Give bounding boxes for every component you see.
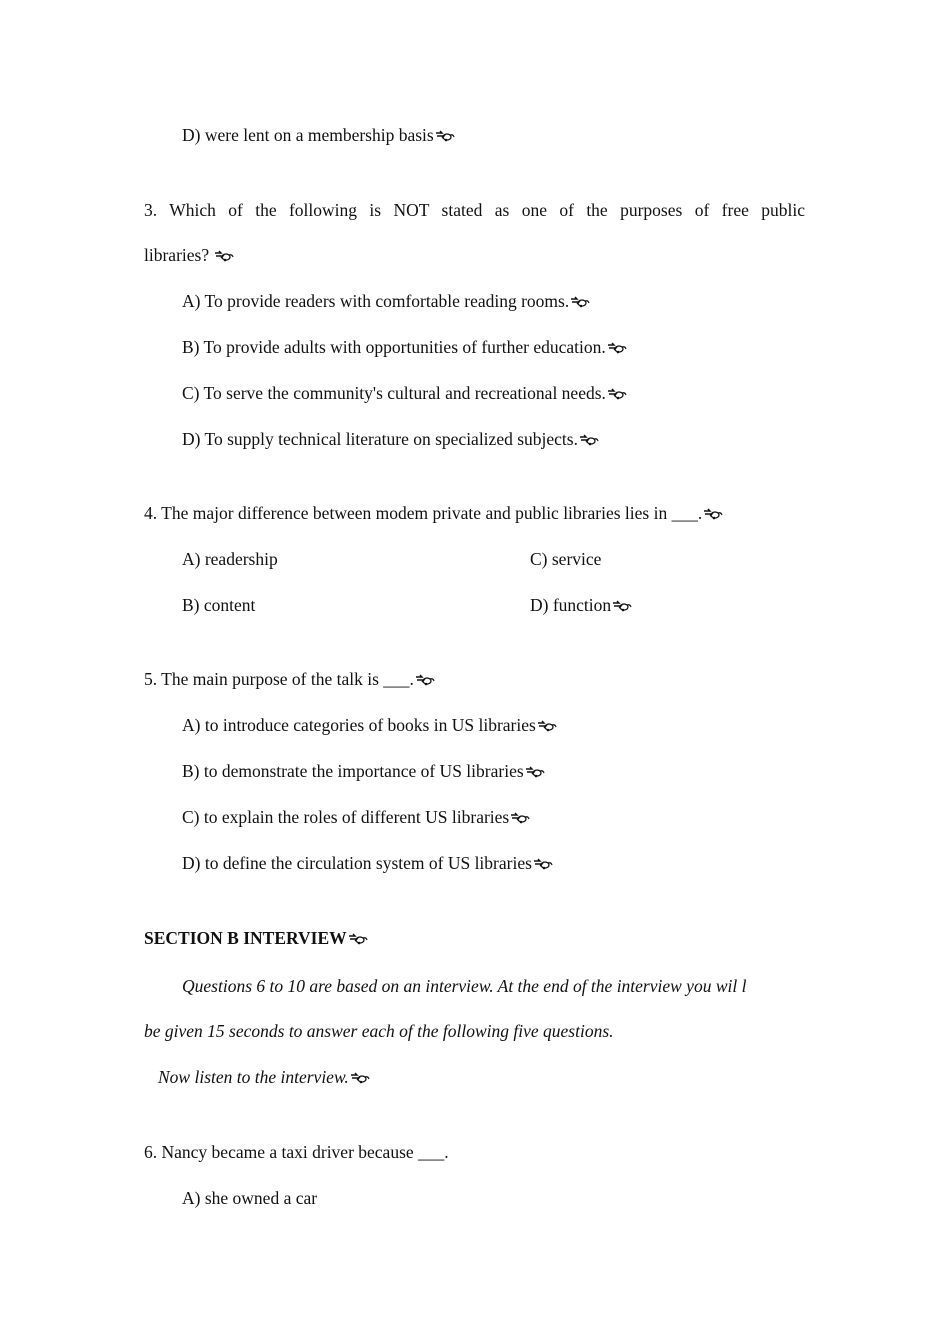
q4-option-d (530, 593, 632, 617)
paragraph-mark-icon (525, 766, 545, 778)
q3-stem-line2 (144, 243, 234, 267)
section-b-instruction-line2: be given 15 seconds to answer each of the following five questions. (144, 1021, 614, 1041)
q5-option-c (182, 805, 530, 829)
q4-stem-text: 4. The major difference between modem private and public libraries lies in ___. (144, 503, 703, 523)
section-b-listen-text: Now listen to the interview. (158, 1067, 349, 1087)
paragraph-mark-icon (607, 342, 627, 354)
paragraph-mark-icon (570, 296, 590, 308)
q5-option-b (182, 759, 545, 783)
q5-stem-text: 5. The main purpose of the talk is ___. (144, 669, 414, 689)
q4-option-a: A) readership (182, 549, 278, 569)
paragraph-mark-icon (607, 388, 627, 400)
q3-option-b-text: B) To provide adults with opportunities of further education. (182, 337, 606, 357)
q4-option-c: C) service (530, 549, 602, 569)
q5-option-c-text: C) to explain the roles of different US libraries (182, 807, 510, 827)
paragraph-mark-icon (579, 434, 599, 446)
paragraph-mark-icon (510, 812, 530, 824)
q3-option-d (182, 427, 599, 451)
q5-stem (144, 667, 435, 691)
section-b-heading (144, 926, 368, 950)
section-b-instruction-line1: Questions 6 to 10 are based on an interview. At the end of the interview you wil l (182, 976, 747, 996)
q3-option-c (182, 381, 627, 405)
q4-stem (144, 501, 723, 525)
paragraph-mark-icon (533, 858, 553, 870)
paragraph-mark-icon (703, 508, 723, 520)
q5-option-b-text: B) to demonstrate the importance of US libraries (182, 761, 524, 781)
q3-option-d-text: D) To supply technical literature on specialized subjects. (182, 429, 578, 449)
q2-option-d-text: D) were lent on a membership basis (182, 125, 434, 145)
section-b-listen (158, 1065, 370, 1089)
paragraph-mark-icon (348, 933, 368, 945)
paragraph-mark-icon (435, 130, 455, 142)
q2-option-d (182, 123, 455, 147)
q5-option-a (182, 713, 557, 737)
q6-option-a: A) she owned a car (182, 1188, 318, 1208)
q5-option-d (182, 851, 553, 875)
q3-stem-line2-text: libraries? (144, 245, 214, 265)
q3-option-b (182, 335, 627, 359)
q4-option-d-text: D) function (530, 595, 612, 615)
q6-stem: 6. Nancy became a taxi driver because ___. (144, 1142, 449, 1162)
paragraph-mark-icon (350, 1072, 370, 1084)
q3-option-c-text: C) To serve the community's cultural and recreational needs. (182, 383, 606, 403)
q3-option-a-text: A) To provide readers with comfortable reading rooms. (182, 291, 570, 311)
paragraph-mark-icon (612, 600, 632, 612)
q3-option-a (182, 289, 590, 313)
q4-option-b: B) content (182, 595, 256, 615)
section-b-heading-text: SECTION B INTERVIEW (144, 928, 347, 948)
q3-stem-line1: 3. Which of the following is NOT stated as one of the purposes of free public (144, 200, 805, 220)
paragraph-mark-icon (537, 720, 557, 732)
q5-option-a-text: A) to introduce categories of books in US libraries (182, 715, 536, 735)
q5-option-d-text: D) to define the circulation system of US libraries (182, 853, 532, 873)
paragraph-mark-icon (415, 674, 435, 686)
paragraph-mark-icon (214, 250, 234, 262)
